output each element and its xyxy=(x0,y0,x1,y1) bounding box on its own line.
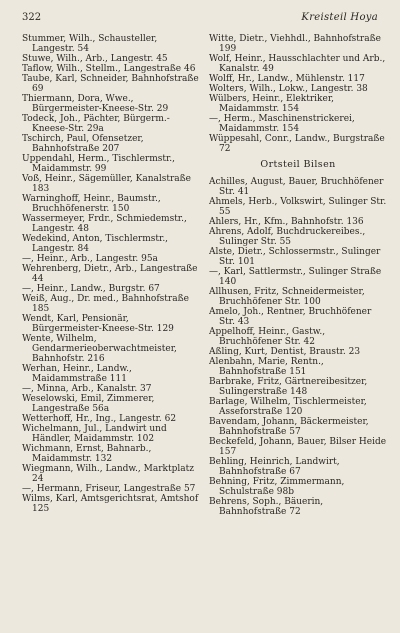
directory-entry: —, Heinr., Landw., Burgstr. 67 xyxy=(22,284,160,294)
directory-entry: —, Hermann, Friseur, Langestraße 57 xyxy=(22,484,196,494)
directory-entry: Behrens, Soph., Bäuerin, Bahnhofstraße 72 xyxy=(209,497,324,517)
directory-entry: Wüppesahl, Conr., Landw., Burgstraße 72 xyxy=(209,134,385,154)
directory-entry: Alenbahn, Marie, Rentn., Bahnhofstraße 151 xyxy=(209,357,324,377)
directory-entry: Warninghoff, Heinr., Baumstr., Bruchhöfenerstr. 150 xyxy=(22,194,161,214)
directory-entry: Behning, Fritz, Zimmermann, Schulstraße 98b xyxy=(209,477,345,497)
directory-entry: Uppendahl, Herm., Tischlermstr., Maidammstr. 99 xyxy=(22,154,175,174)
directory-entry: Wolters, Wilh., Lokw., Langestr. 38 xyxy=(209,84,368,94)
directory-entry: Werhan, Heinr., Landw., Maidammstraße 111 xyxy=(22,364,132,384)
directory-entry: Achilles, August, Bauer, Bruchhöfener Str. 41 xyxy=(209,177,384,197)
right-column xyxy=(209,34,387,517)
directory-entry: Allhusen, Fritz, Schneidermeister, Bruchhöfener Str. 100 xyxy=(209,287,365,307)
directory-entry: Wolff, Hr., Landw., Mühlenstr. 117 xyxy=(209,74,365,84)
directory-entry: Wehrenberg, Dietr., Arb., Langestraße 44 xyxy=(22,264,198,284)
directory-entry: Wilms, Karl, Amtsgerichtsrat, Amtshof 125 xyxy=(22,494,199,514)
directory-entry: Wichelmann, Jul., Landwirt und Händler, Maidammstr. 102 xyxy=(22,424,167,444)
directory-entry: Wiegmann, Wilh., Landw., Marktplatz 24 xyxy=(22,464,194,484)
running-title: Kreisteil Hoya xyxy=(301,12,378,23)
directory-entry: Aßling, Kurt, Dentist, Braustr. 23 xyxy=(209,347,361,357)
directory-entry: Wülbers, Heinr., Elektriker, Maidammstr. 154 xyxy=(209,94,335,114)
directory-entry: Behling, Heinrich, Landwirt, Bahnhofstraße 67 xyxy=(209,457,340,477)
directory-entry: Amelo, Joh., Rentner, Bruchhöfener Str. 43 xyxy=(209,307,372,327)
directory-entry: Ahmels, Herb., Volkswirt, Sulinger Str. 55 xyxy=(209,197,387,217)
section-title: Ortsteil Bilsen xyxy=(260,159,336,170)
directory-entry: Alste, Dietr., Schlossermstr., Sulinger Str. 101 xyxy=(209,247,381,267)
directory-entry: —, Karl, Sattlermstr., Sulinger Straße 140 xyxy=(209,267,382,287)
directory-entry: Wente, Wilhelm, Gendarmerieoberwachtmeister, Bahnhofstr. 216 xyxy=(22,334,177,364)
directory-entry: Wichmann, Ernst, Bahnarb., Maidammstr. 132 xyxy=(22,444,152,464)
directory-entry: Bavendam, Johann, Bäckermeister, Bahnhofstraße 57 xyxy=(209,417,369,437)
directory-entry: Taflow, Wilh., Stellm., Langestraße 46 xyxy=(22,64,196,74)
directory-entry: —, Minna, Arb., Kanalstr. 37 xyxy=(22,384,152,394)
directory-entry: Thiermann, Dora, Wwe., Bürgermeister-Kneese-Str. 29 xyxy=(22,94,169,114)
page-number: 322 xyxy=(22,12,42,23)
directory-entry: Wassermeyer, Frdr., Schmiedemstr., Langestr. 48 xyxy=(22,214,187,234)
directory-entry: Weiß, Aug., Dr. med., Bahnhofstraße 185 xyxy=(22,294,189,314)
left-column xyxy=(22,34,200,514)
directory-entry: Weselowski, Emil, Zimmerer, Langestraße 56a xyxy=(22,394,155,414)
directory-entry: Appelhoff, Heinr., Gastw., Bruchhöfener Str. 42 xyxy=(209,327,326,347)
directory-entry: Tschirch, Paul, Ofensetzer, Bahnhofstraße 207 xyxy=(22,134,144,154)
directory-entry: Barlage, Wilhelm, Tischlermeister, Asseforstraße 120 xyxy=(209,397,367,417)
directory-entry: Taube, Karl, Schneider, Bahnhofstraße 69 xyxy=(22,74,199,94)
directory-entry: Stuwe, Wilh., Arb., Langestr. 45 xyxy=(22,54,168,64)
directory-entry: Stummer, Wilh., Schausteller, Langestr. 54 xyxy=(22,34,158,54)
page-header xyxy=(22,12,378,26)
directory-entry: —, Herm., Maschinenstrickerei, Maidammstr. 154 xyxy=(209,114,355,134)
directory-entry: Wolf, Heinr., Hausschlachter und Arb., Kanalstr. 49 xyxy=(209,54,386,74)
directory-entry: Wetterhoff, Hr., Ing., Langestr. 62 xyxy=(22,414,177,424)
directory-entry: —, Heinr., Arb., Langestr. 95a xyxy=(22,254,158,264)
directory-entry: Barbrake, Fritz, Gärtnereibesitzer, Sulingerstraße 148 xyxy=(209,377,368,397)
directory-entry: Wendt, Karl, Pensionär, Bürgermeister-Kneese-Str. 129 xyxy=(22,314,174,334)
directory-entry: Todeck, Joh., Pächter, Bürgerm.-Kneese-Str. 29a xyxy=(22,114,170,134)
directory-entry: Wedekind, Anton, Tischlermstr., Langestr. 84 xyxy=(22,234,169,254)
directory-entry: Witte, Dietr., Viehhdl., Bahnhofstraße 199 xyxy=(209,34,381,54)
directory-entry: Voß, Heinr., Sägemüller, Kanalstraße 183 xyxy=(22,174,192,194)
directory-entry: Ahlers, Hr., Kfm., Bahnhofstr. 136 xyxy=(209,217,364,227)
directory-entry: Beckefeld, Johann, Bauer, Bilser Heide 157 xyxy=(209,437,387,457)
directory-entry: Ahrens, Adolf, Buchdruckereibes., Sulinger Str. 55 xyxy=(209,227,366,247)
